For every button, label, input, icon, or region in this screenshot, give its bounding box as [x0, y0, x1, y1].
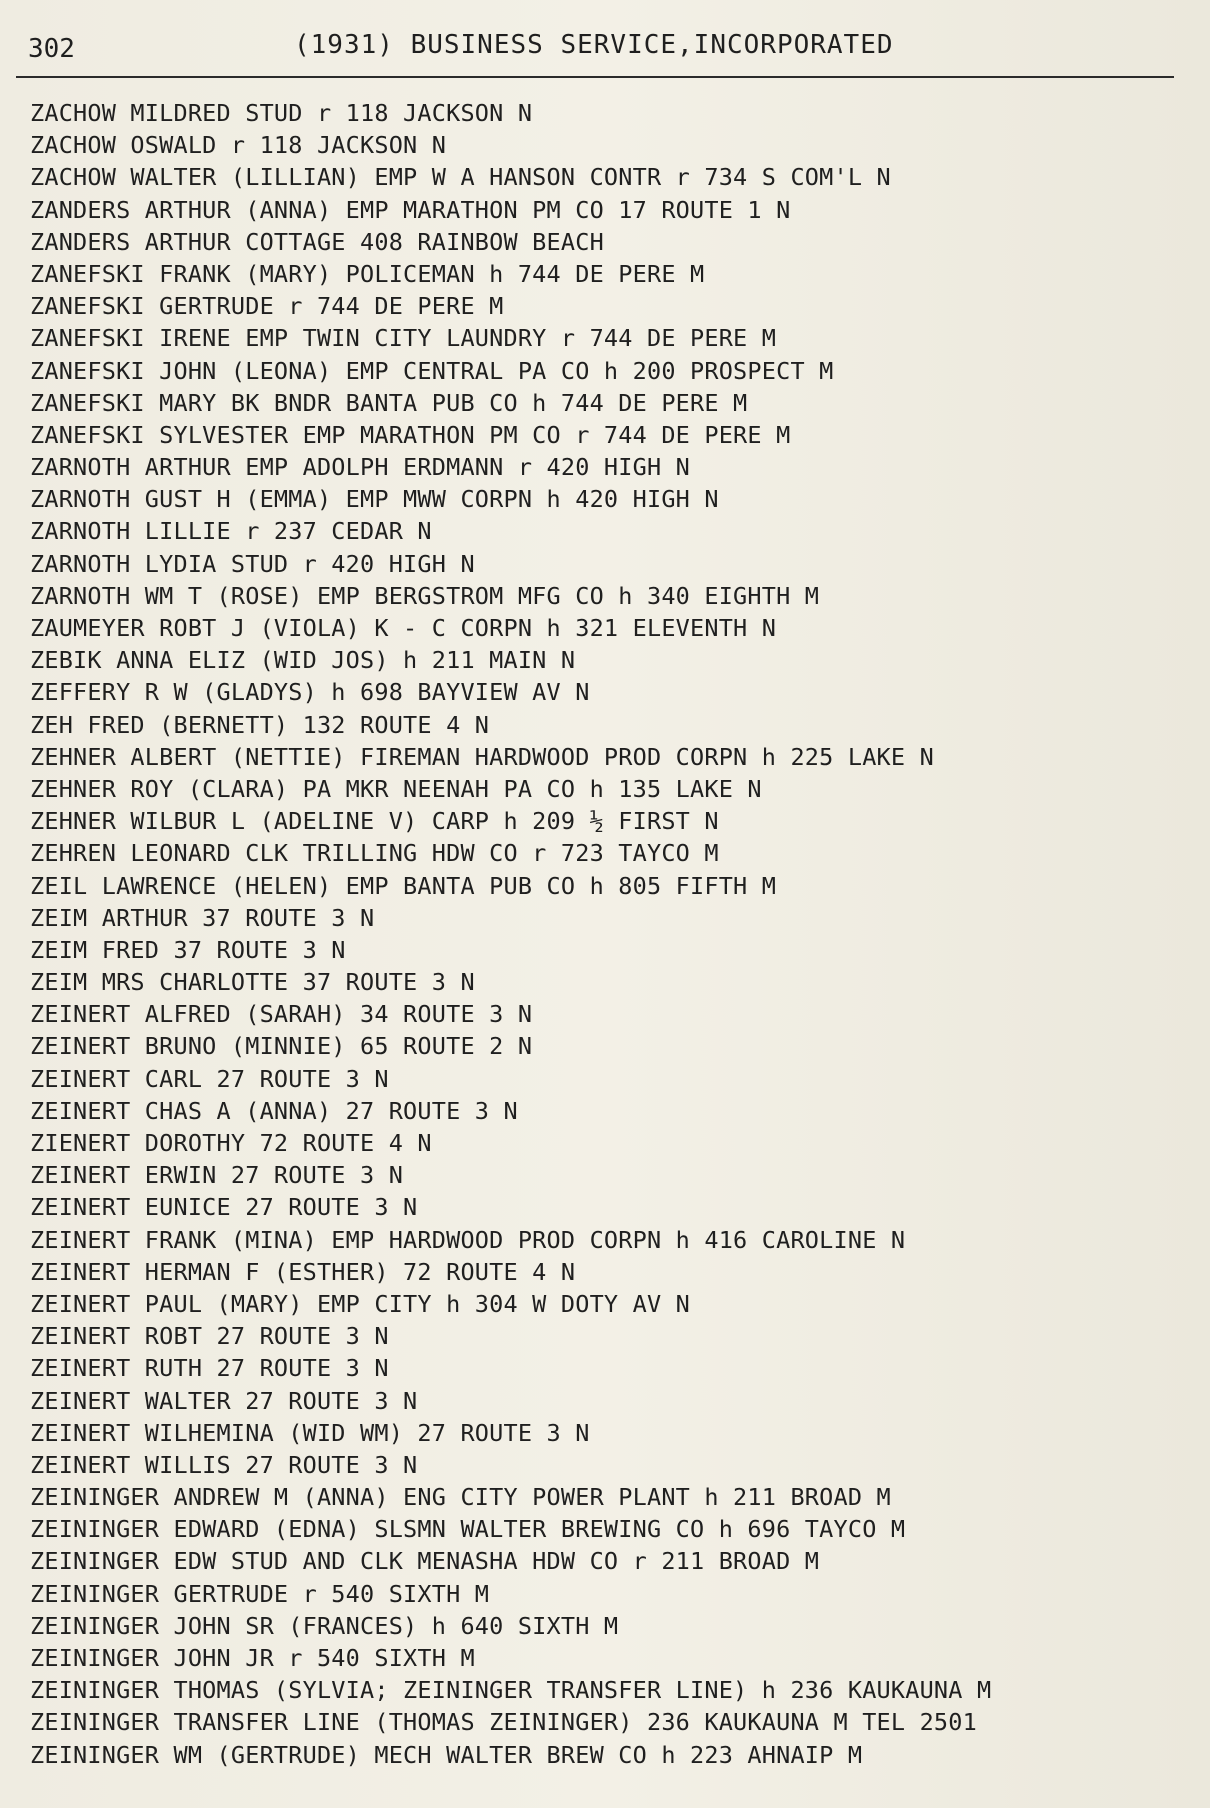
- directory-entry: ZACHOW WALTER (LILLIAN) EMP W A HANSON CONTR r 734 S COM'L N: [30, 163, 891, 192]
- directory-entry: ZEININGER GERTRUDE r 540 SIXTH M: [30, 1579, 490, 1608]
- directory-entry: ZAUMEYER ROBT J (VIOLA) K - C CORPN h 321 ELEVENTH N: [30, 614, 777, 642]
- directory-entry: ZEINERT WALTER 27 ROUTE 3 N: [30, 1386, 418, 1415]
- directory-entry: ZEININGER WM (GERTRUDE) MECH WALTER BREW CO h 223 AHNAIP M: [30, 1740, 863, 1769]
- directory-entry: ZEINERT CARL 27 ROUTE 3 N: [30, 1064, 389, 1093]
- directory-entry: ZEINERT ROBT 27 ROUTE 3 N: [30, 1322, 389, 1351]
- directory-entry: ZEININGER ANDREW M (ANNA) ENG CITY POWER PLANT h 211 BROAD M: [30, 1483, 891, 1512]
- directory-entry: ZANEFSKI SYLVESTER EMP MARATHON PM CO r 744 DE PERE M: [30, 420, 791, 449]
- directory-entry: ZEINERT ALFRED (SARAH) 34 ROUTE 3 N: [30, 1000, 533, 1029]
- directory-entry: ZEIM MRS CHARLOTTE 37 ROUTE 3 N: [30, 968, 475, 997]
- directory-entry: ZANEFSKI IRENE EMP TWIN CITY LAUNDRY r 744 DE PERE M: [30, 324, 777, 353]
- directory-entry: ZEIM ARTHUR 37 ROUTE 3 N: [30, 903, 375, 932]
- directory-entry: ZEINERT WILHEMINA (WID WM) 27 ROUTE 3 N: [30, 1418, 590, 1447]
- directory-entry: ZANEFSKI MARY BK BNDR BANTA PUB CO h 744 DE PERE M: [30, 388, 748, 417]
- directory-entry: ZEH FRED (BERNETT) 132 ROUTE 4 N: [30, 710, 490, 739]
- page-title: (1931) BUSINESS SERVICE,INCORPORATED: [294, 30, 894, 60]
- directory-entry: ZEININGER THOMAS (SYLVIA; ZEININGER TRANSFER LINE) h 236 KAUKAUNA M: [30, 1676, 992, 1705]
- directory-entry: ZEBIK ANNA ELIZ (WID JOS) h 211 MAIN N: [30, 646, 576, 675]
- directory-entry: ZANEFSKI GERTRUDE r 744 DE PERE M: [30, 292, 504, 321]
- page-number: 302: [28, 34, 75, 64]
- directory-entry: ZANDERS ARTHUR COTTAGE 408 RAINBOW BEACH: [30, 227, 604, 256]
- directory-entry: ZARNOTH LILLIE r 237 CEDAR N: [30, 517, 432, 546]
- directory-entry: ZEININGER JOHN SR (FRANCES) h 640 SIXTH M: [30, 1611, 619, 1640]
- directory-entry: ZEHREN LEONARD CLK TRILLING HDW CO r 723 TAYCO M: [30, 839, 719, 868]
- directory-entry: ZEINERT WILLIS 27 ROUTE 3 N: [30, 1450, 418, 1479]
- directory-entry: ZEFFERY R W (GLADYS) h 698 BAYVIEW AV N: [30, 678, 590, 707]
- directory-entry: ZEIL LAWRENCE (HELEN) EMP BANTA PUB CO h 805 FIFTH M: [30, 871, 777, 900]
- directory-entry: ZEININGER EDWARD (EDNA) SLSMN WALTER BREWING CO h 696 TAYCO M: [30, 1515, 906, 1544]
- directory-entry: ZEININGER EDW STUD AND CLK MENASHA HDW CO r 211 BROAD M: [30, 1547, 820, 1576]
- directory-entry: ZANDERS ARTHUR (ANNA) EMP MARATHON PM CO 17 ROUTE 1 N: [30, 195, 791, 224]
- directory-entry: ZEINERT ERWIN 27 ROUTE 3 N: [30, 1161, 404, 1190]
- directory-entry: ZEHNER ALBERT (NETTIE) FIREMAN HARDWOOD PROD CORPN h 225 LAKE N: [30, 742, 934, 771]
- directory-entry: ZACHOW OSWALD r 118 JACKSON N: [30, 131, 447, 160]
- directory-entry: ZEINERT RUTH 27 ROUTE 3 N: [30, 1354, 389, 1383]
- directory-entry: ZEINERT PAUL (MARY) EMP CITY h 304 W DOTY AV N: [30, 1289, 691, 1318]
- directory-entry: ZEINERT EUNICE 27 ROUTE 3 N: [30, 1193, 418, 1222]
- directory-entry: ZEHNER WILBUR L (ADELINE V) CARP h 209 ½ FIRST N: [30, 807, 719, 836]
- directory-entry: ZARNOTH GUST H (EMMA) EMP MWW CORPN h 420 HIGH N: [30, 485, 719, 514]
- directory-entry: ZARNOTH LYDIA STUD r 420 HIGH N: [30, 549, 475, 578]
- directory-entry: ZARNOTH WM T (ROSE) EMP BERGSTROM MFG CO h 340 EIGHTH M: [30, 581, 820, 610]
- directory-entry: ZEININGER JOHN JR r 540 SIXTH M: [30, 1644, 475, 1672]
- directory-entries: [30, 97, 1200, 1771]
- directory-entry: ZANEFSKI JOHN (LEONA) EMP CENTRAL PA CO h 200 PROSPECT M: [30, 356, 834, 385]
- directory-entry: ZEHNER ROY (CLARA) PA MKR NEENAH PA CO h 135 LAKE N: [30, 774, 762, 803]
- directory-entry: ZANEFSKI FRANK (MARY) POLICEMAN h 744 DE PERE M: [30, 259, 705, 288]
- directory-entry: ZEINERT BRUNO (MINNIE) 65 ROUTE 2 N: [30, 1032, 533, 1061]
- directory-entry: ZARNOTH ARTHUR EMP ADOLPH ERDMANN r 420 HIGH N: [30, 453, 691, 482]
- directory-entry: ZACHOW MILDRED STUD r 118 JACKSON N: [30, 99, 533, 127]
- page-header: [28, 28, 1178, 72]
- directory-entry: ZEIM FRED 37 ROUTE 3 N: [30, 935, 346, 964]
- directory-entry: ZEININGER TRANSFER LINE (THOMAS ZEININGER) 236 KAUKAUNA M TEL 2501: [30, 1708, 977, 1737]
- directory-entry: ZEINERT CHAS A (ANNA) 27 ROUTE 3 N: [30, 1096, 518, 1125]
- directory-entry: ZEINERT HERMAN F (ESTHER) 72 ROUTE 4 N: [30, 1257, 576, 1286]
- header-rule: [16, 76, 1174, 78]
- directory-entry: ZEINERT FRANK (MINA) EMP HARDWOOD PROD CORPN h 416 CAROLINE N: [30, 1225, 906, 1254]
- directory-entry: ZIENERT DOROTHY 72 ROUTE 4 N: [30, 1129, 432, 1157]
